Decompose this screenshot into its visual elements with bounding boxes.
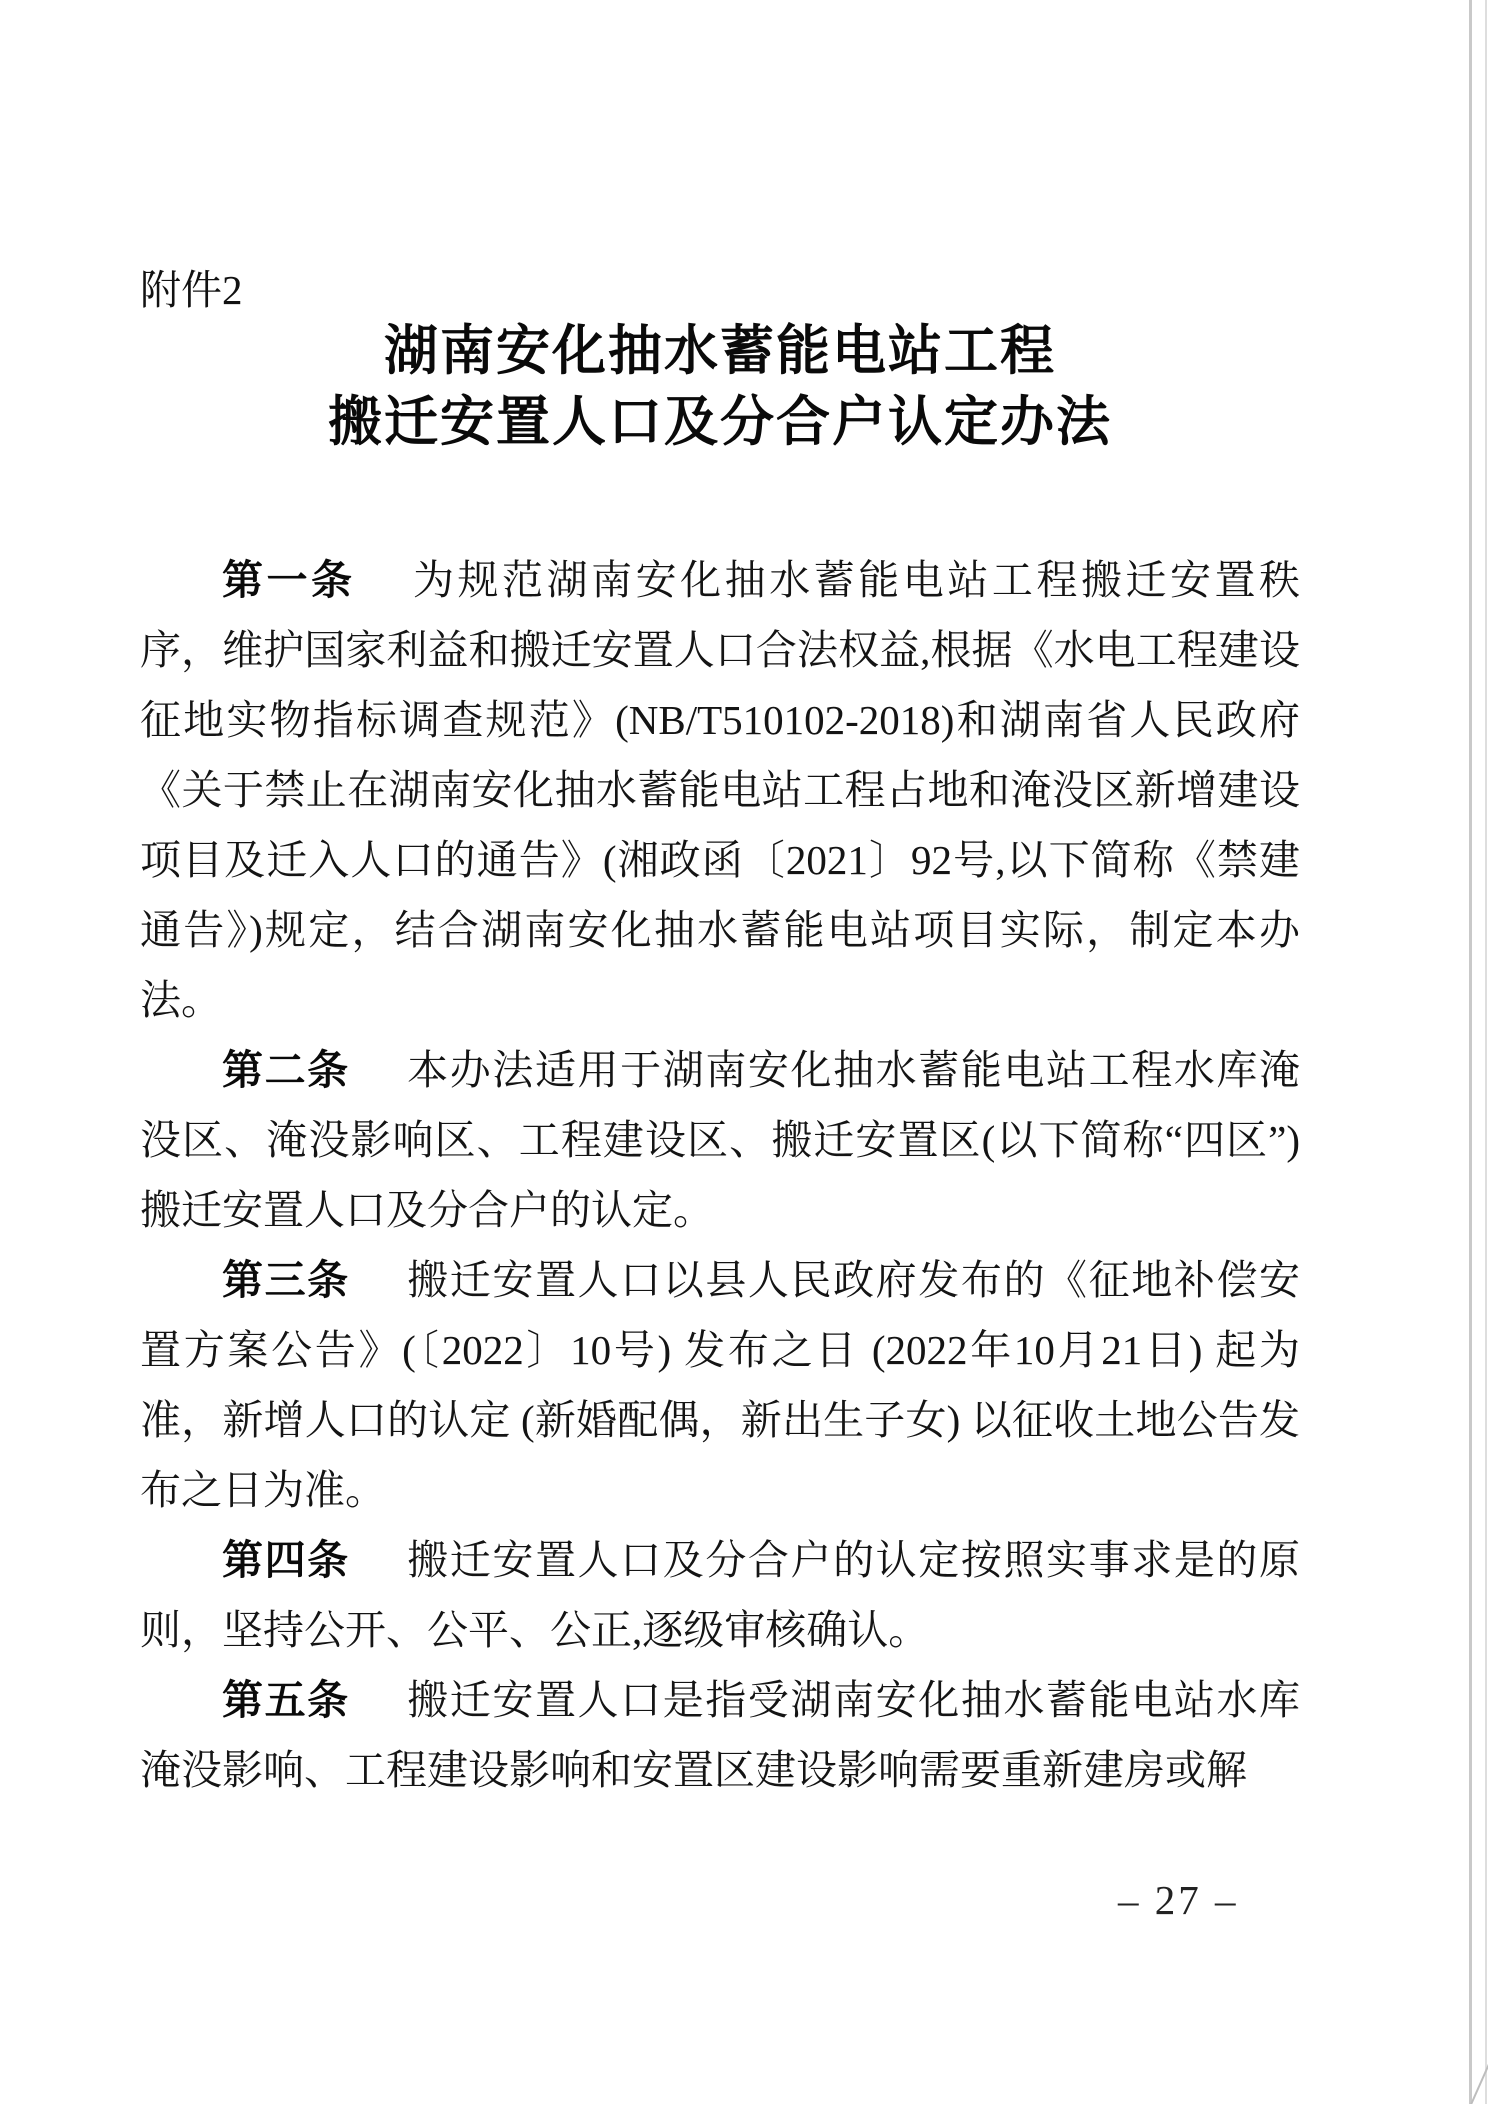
article-2-number: 第二条 bbox=[222, 1047, 350, 1093]
document-title bbox=[140, 316, 1300, 458]
article-1-text: 为规范湖南安化抽水蓄能电站工程搬迁安置秩序，维护国家利益和搬迁安置人口合法权益,根据《水电工程建设征地实物指标调查规范》(NB/T510102-2018)和湖南省人民政府《关于禁止在湖南安化抽水蓄能电站工程占地和淹没区新增建设项目及迁入人口的通告》(湘政函〔2021〕92号,以下简称《禁建通告》)规定，结合湖南安化抽水蓄能电站项目实际，制定本办法。 bbox=[140, 557, 1301, 1023]
article-5-number: 第五条 bbox=[222, 1677, 350, 1723]
paragraph-article-5 bbox=[140, 1665, 1300, 1805]
article-4-number: 第四条 bbox=[222, 1537, 350, 1583]
document-title-line-1: 湖南安化抽水蓄能电站工程 bbox=[384, 321, 1056, 381]
paragraph-article-3 bbox=[140, 1245, 1300, 1525]
article-4-text: 搬迁安置人口及分合户的认定按照实事求是的原则，坚持公开、公平、公正,逐级审核确认。 bbox=[140, 1537, 1301, 1653]
document-body bbox=[140, 545, 1300, 1805]
document-title-line-2: 搬迁安置人口及分合户认定办法 bbox=[328, 392, 1112, 452]
article-1-number: 第一条 bbox=[222, 557, 356, 603]
scan-edge-line-outer bbox=[1485, 0, 1487, 2104]
scan-edge-line bbox=[1469, 0, 1472, 2104]
attachment-label: 附件2 bbox=[140, 267, 243, 313]
article-3-number: 第三条 bbox=[222, 1257, 350, 1303]
article-3-text: 搬迁安置人口以县人民政府发布的《征地补偿安置方案公告》(〔2022〕10号) 发布之日 (2022年10月21日) 起为准，新增人口的认定 (新婚配偶，新出生子女) 以征收土地公告发布之日为准。 bbox=[140, 1257, 1301, 1513]
paragraph-article-2 bbox=[140, 1035, 1300, 1245]
page-number: – 27 – bbox=[1118, 1877, 1239, 1923]
article-2-text: 本办法适用于湖南安化抽水蓄能电站工程水库淹没区、淹没影响区、工程建设区、搬迁安置区(以下简称“四区”)搬迁安置人口及分合户的认定。 bbox=[140, 1047, 1301, 1233]
paragraph-article-1 bbox=[140, 545, 1300, 1035]
paragraph-article-4 bbox=[140, 1525, 1300, 1665]
article-5-text: 搬迁安置人口是指受湖南安化抽水蓄能电站水库淹没影响、工程建设影响和安置区建设影响需要重新建房或解 bbox=[140, 1677, 1301, 1793]
